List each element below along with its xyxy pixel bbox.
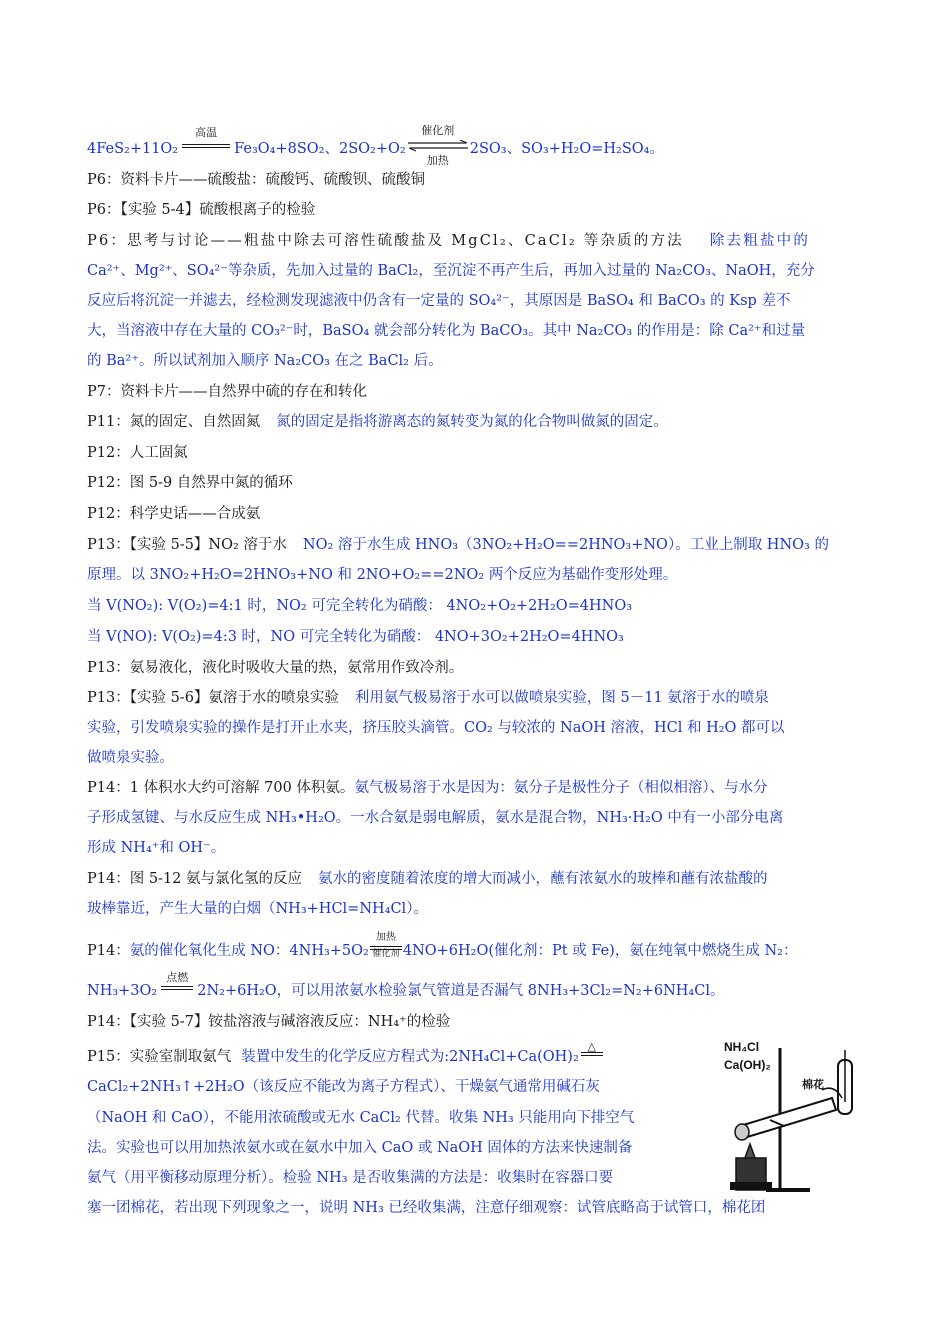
delta-label: △ (587, 1040, 596, 1053)
line-p14d-blue: 氨水的密度随着浓度的增大而减小，蘸有浓氨水的玻棒和蘸有浓盐酸的 (318, 871, 768, 887)
condition-label: 高温 (195, 126, 218, 139)
line-p11 (87, 411, 877, 433)
line-p15b: CaCl₂+2NH₃↑+2H₂O（该反应不能改为离子方程式）、干燥氨气通常用碱石灰 (87, 1079, 600, 1095)
line-p15c: （NaOH 和 CaO），不能用浓硫酸或无水 CaCl₂ 代替。收集 NH₃ 只能用向下排空气 (87, 1110, 635, 1126)
line-p15e: 氨气（用平衡移动原理分析）。检验 NH₃ 是否收集满的方法是：收集时在容器口要 (87, 1170, 614, 1186)
catalyst-label: 催化剂 (421, 124, 455, 137)
line-p14a-blue: 氨气极易溶于水是因为：氨分子是极性分子（相似相溶）、与水分 (354, 780, 768, 796)
line-p13e: P13：氨易液化，液化时吸收大量的热，氨常用作致冷剂。 (87, 660, 464, 676)
line-p7: P7：资料卡片——自然界中硫的存在和转化 (87, 384, 367, 400)
line-p6b: P6：【实验 5-4】硫酸根离子的检验 (87, 202, 316, 218)
eq-middle: Fe₃O₄+8SO₂、2SO₂+O₂ (234, 141, 406, 157)
catalyst-sign (369, 932, 403, 962)
line-p12a: P12：人工固氮 (87, 445, 188, 461)
line-p13a (87, 534, 877, 556)
line-p6f: 大，当溶液中存在大量的 CO₃²⁻时，BaSO₄ 就会部分转化为 BaCO₃。其中 Na₂CO₃ 的作用是：除 Ca²⁺和过量 (87, 323, 806, 339)
line-p6e: 反应后将沉淀一并滤去，经检测发现滤液中仍含有一定量的 SO₄²⁻，其原因是 BaSO₄ 和 BaCO₃ 的 Ksp 差不 (87, 293, 791, 309)
line-p14d (87, 868, 877, 890)
line-p13h: 做喷泉实验。 (87, 750, 174, 766)
line-p15a (87, 1040, 647, 1068)
line-p14g-blue-2: 2N₂+6H₂O，可以用浓氨水检验氯气管道是否漏气 8NH₃+3Cl₂=N₂+6NH₄Cl。 (197, 983, 725, 999)
line-p14f (87, 932, 877, 962)
line-p6d: Ca²⁺、Mg²⁺、SO₄²⁻等杂质，先加入过量的 BaCl₂，至沉淀不再产生后，再加入过量的 Na₂CO₃、NaOH，充分 (87, 263, 815, 279)
line-p15d: 法。实验也可以用加热浓氨水或在氨水中加入 CaO 或 NaOH 固体的方法来快速制备 (87, 1140, 633, 1156)
condition-sign (178, 126, 234, 160)
figure-label-cotton: 棉花 (802, 1078, 824, 1091)
line-p12c: P12：科学史话——合成氨 (87, 506, 261, 522)
line-p14g-blue-1: NH₃+3O₂ (87, 983, 158, 999)
heat-label-2: 加热 (375, 932, 396, 943)
line-p14a-black: P14：1 体积水大约可溶解 700 体积氨。 (87, 780, 355, 796)
line-p14h: P14：【实验 5-7】铵盐溶液与碱溶液反应：NH₄⁺的检验 (87, 1014, 451, 1030)
line-p13a-blue: NO₂ 溶于水生成 HNO₃（3NO₂+H₂O==2HNO₃+NO）。工业上制取 HNO₃ 的 (302, 537, 829, 553)
catalyst-label-2: 催化剂 (372, 949, 400, 959)
line-p14a (87, 777, 877, 799)
line-p6a: P6：资料卡片——硫酸盐：硫酸钙、硫酸钡、硫酸铜 (87, 172, 425, 188)
ammonia-apparatus-figure (710, 1040, 870, 1200)
heat-label: 加热 (426, 154, 449, 167)
ignite-label: 点燃 (166, 971, 189, 984)
line-p13f-black: P13：【实验 5-6】氨溶于水的喷泉实验 (87, 690, 339, 706)
line-p14f-blue-2: 4NO+6H₂O(催化剂：Pt 或 Fe)，氨在纯氧中燃烧生成 N₂： (402, 943, 798, 959)
line-p6c-black: P6：思考与讨论——粗盐中除去可溶性硫酸盐及 MgCl₂、CaCl₂ 等杂质的方法 (87, 233, 684, 249)
line-p11-black: P11：氮的固定、自然固氮 (87, 414, 261, 430)
line-p14b: 子形成氢键、与水反应生成 NH₃•H₂O。一水合氨是弱电解质，氨水是混合物，NH₃·H₂O 中有一小部分电离 (87, 810, 784, 826)
line-p6c (87, 230, 877, 252)
eq-right: 2SO₃、SO₃+H₂O=H₂SO₄。 (469, 141, 664, 157)
eq-left: 4FeS₂+11O₂ (87, 141, 179, 157)
heat-sign (579, 1040, 605, 1068)
line-p13f (87, 687, 877, 709)
line-p14c: 形成 NH₄⁺和 OH⁻。 (87, 840, 226, 856)
figure-label-nh4cl: NH₄Cl (724, 1040, 760, 1054)
line-p15f: 塞一团棉花，若出现下列现象之一，说明 NH₃ 已经收集满，注意仔细观察：试管底略高于试管口，棉花团 (87, 1200, 766, 1216)
figure-label-caoh2: Ca(OH)₂ (724, 1058, 771, 1072)
line-p13c: 当 V(NO₂): V(O₂)=4:1 时，NO₂ 可完全转化为硝酸： 4NO₂+O₂+2H₂O=4HNO₃ (87, 598, 633, 614)
line-p14d-black: P14：图 5-12 氨与氯化氢的反应 (87, 871, 302, 887)
equation-line-1 (87, 124, 877, 167)
line-p13b: 原理。以 3NO₂+H₂O=2HNO₃+NO 和 2NO+O₂==2NO₂ 两个反应为基础作变形处理。 (87, 567, 678, 583)
line-p6g: 的 Ba²⁺。所以试剂加入顺序 Na₂CO₃ 在之 BaCl₂ 后。 (87, 353, 443, 369)
ignite-sign (157, 971, 197, 1002)
reversible-sign (406, 124, 470, 167)
line-p13f-blue: 利用氨气极易溶于水可以做喷泉实验，图 5－11 氨溶于水的喷泉 (354, 690, 769, 706)
line-p14f-blue-1: 氨的催化氧化生成 NO：4NH₃+5O₂ (129, 943, 369, 959)
line-p14f-black: P14： (87, 943, 130, 959)
line-p14e: 玻棒靠近，产生大量的白烟（NH₃+HCl=NH₄Cl）。 (87, 901, 428, 917)
line-p6c-blue: 除去粗盐中的 (709, 233, 811, 249)
line-p12b: P12：图 5-9 自然界中氮的循环 (87, 475, 293, 491)
line-p11-blue: 氮的固定是指将游离态的氮转变为氮的化合物叫做氮的固定。 (276, 414, 668, 430)
apparatus-drawing (710, 1040, 870, 1200)
line-p15a-blue: 装置中发生的化学反应方程式为:2NH₄Cl+Ca(OH)₂ (241, 1049, 579, 1065)
line-p13a-black: P13：【实验 5-5】NO₂ 溶于水 (87, 537, 287, 553)
line-p14g (87, 971, 877, 1002)
line-p15a-black: P15：实验室制取氨气 (87, 1049, 232, 1065)
line-p13d: 当 V(NO): V(O₂)=4:3 时，NO 可完全转化为硝酸： 4NO+3O₂+2H₂O=4HNO₃ (87, 629, 624, 645)
line-p13g: 实验，引发喷泉实验的操作是打开止水夹，挤压胶头滴管。CO₂ 与较浓的 NaOH 溶液，HCl 和 H₂O 都可以 (87, 720, 785, 736)
